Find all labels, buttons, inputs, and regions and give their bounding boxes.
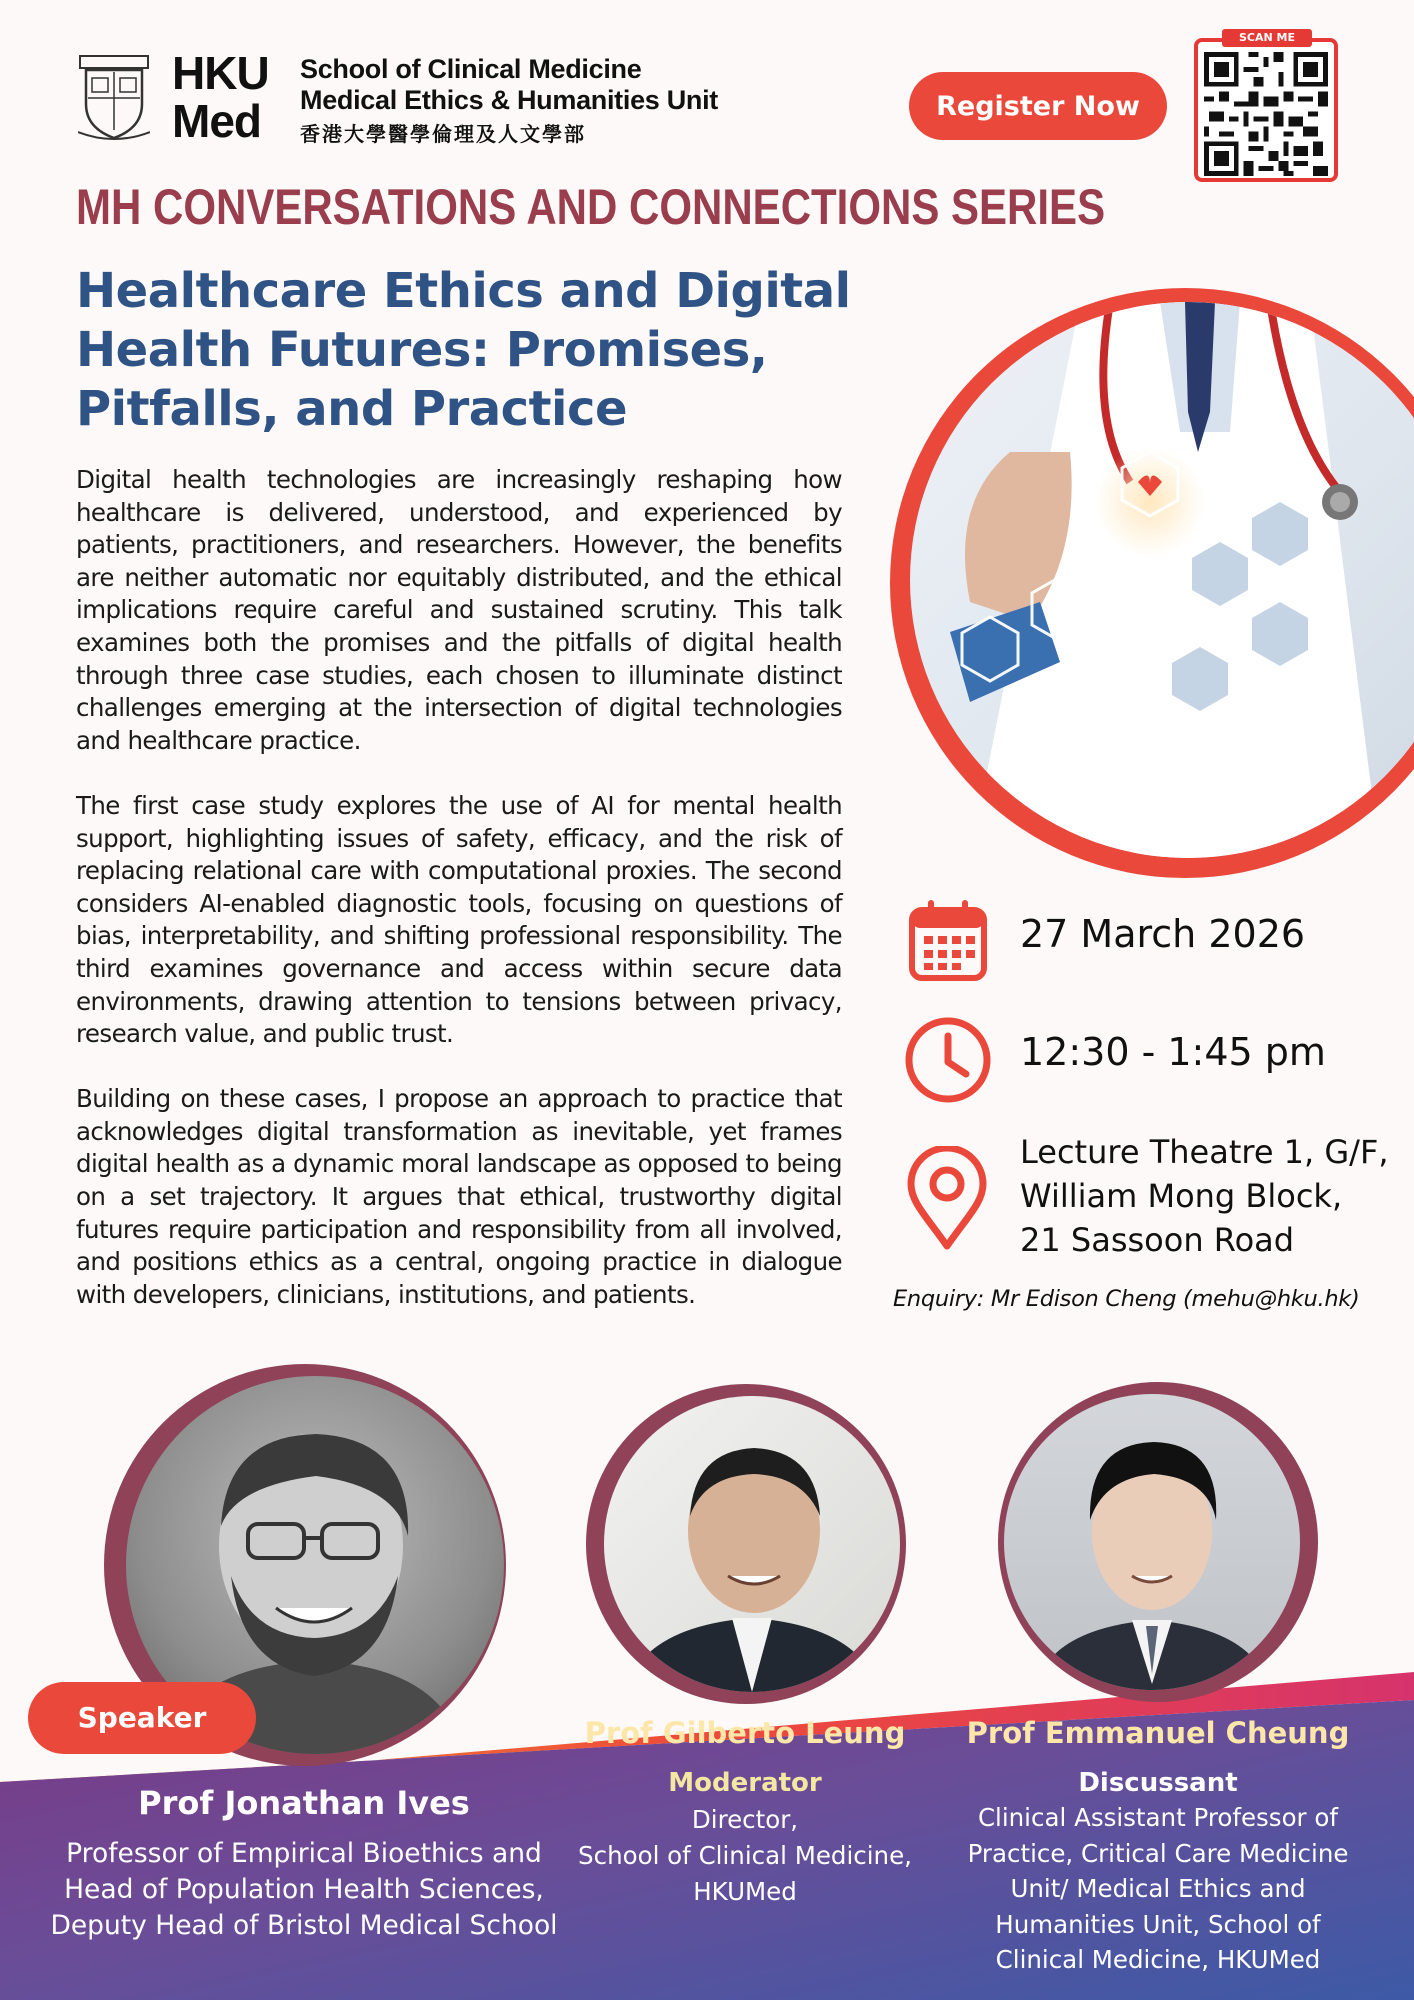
- discussant-portrait: [1004, 1394, 1300, 1690]
- description-line: Deputy Head of Bristol Medical School: [50, 1910, 558, 1941]
- event-venue: [1020, 1130, 1389, 1262]
- speaker-badge: Speaker: [28, 1682, 256, 1754]
- enquiry-label: Enquiry:: [893, 1286, 985, 1312]
- register-qr-code[interactable]: [1194, 38, 1338, 182]
- moderator-name: Prof Gilberto Leung: [584, 1716, 906, 1750]
- discussant-description: [940, 1800, 1376, 1978]
- abstract-paragraph: The first case study explores the use of AI for mental health support, highlighting issues of safety, efficacy, and the risk of replacing relational care with computational proxies. The second considers AI-enabled diagnostic tools, focusing on questions of bias, interpretability, and shifting professional responsibility. The third examines governance and access within secure data environments, drawing attention to tensions between privacy, research value, and public trust.: [76, 790, 842, 1049]
- description-line: School of Clinical Medicine,: [578, 1841, 912, 1870]
- school-name-block: [300, 54, 718, 147]
- qr-code-icon: [1204, 52, 1328, 176]
- talk-title: Healthcare Ethics and Digital Health Futures: Promises, Pitfalls, and Practice: [76, 263, 851, 437]
- school-name: School of Clinical Medicine: [300, 54, 642, 84]
- description-line: Head of Population Health Sciences,: [64, 1874, 544, 1905]
- location-pin-icon: [906, 1146, 988, 1250]
- description-line: Director,: [691, 1805, 799, 1834]
- abstract-paragraph: Digital health technologies are increasingly reshaping how healthcare is delivered, understood, and experienced by patients, practitioners, and researchers. However, the benefits are neither automatic nor equitably distributed, and the ethical implications require careful and sustained scrutiny. This talk examines both the promises and the pitfalls of digital health through three case studies, each chosen to illuminate distinct challenges emerging at the intersection of digital technologies and healthcare practice.: [76, 465, 842, 755]
- event-time: 12:30 - 1:45 pm: [1020, 1030, 1326, 1074]
- description-line: Unit/ Medical Ethics and: [1010, 1874, 1306, 1903]
- event-date: 27 March 2026: [1020, 912, 1306, 956]
- series-title: MH CONVERSATIONS AND CONNECTIONS SERIES: [76, 179, 1106, 235]
- moderator-photo-icon: [604, 1396, 900, 1692]
- speaker-description: [30, 1836, 578, 1944]
- description-line: Clinical Assistant Professor of: [977, 1803, 1339, 1832]
- logo-line-med: Med: [172, 95, 261, 147]
- scan-me-tag: SCAN ME: [1222, 29, 1312, 47]
- talk-abstract: [76, 464, 842, 1344]
- moderator-portrait: [604, 1396, 900, 1692]
- description-line: Professor of Empirical Bioethics and: [66, 1838, 542, 1869]
- description-line: Practice, Critical Care Medicine: [967, 1838, 1349, 1868]
- hku-crest-icon: [78, 54, 150, 142]
- venue-line: Lecture Theatre 1, G/F,: [1020, 1133, 1389, 1171]
- discussant-photo-icon: [1004, 1394, 1300, 1690]
- description-line: Humanities Unit, School of: [995, 1909, 1321, 1939]
- discussant-name: Prof Emmanuel Cheung: [966, 1716, 1350, 1750]
- discussant-role: Discussant: [1078, 1768, 1238, 1798]
- logo-line-hku: HKU: [172, 47, 269, 99]
- hkumed-logo: [172, 47, 269, 147]
- unit-name: Medical Ethics & Humanities Unit: [300, 85, 718, 115]
- abstract-paragraph: Building on these cases, I propose an approach to practice that acknowledges digital transformation as inevitable, yet frames digital health as a dynamic moral landscape as opposed to being on a set trajectory. It argues that ethical, trustworthy digital futures require participation and responsibility from all involved, and positions ethics as a central, ongoing practice in dialogue with developers, clinicians, institutions, and patients.: [76, 1084, 842, 1309]
- calendar-icon: [908, 900, 988, 982]
- register-now-button[interactable]: Register Now: [909, 72, 1167, 140]
- enquiry-text: Mr Edison Cheng (mehu@hku.hk): [984, 1286, 1360, 1312]
- description-line: Clinical Medicine, HKUMed: [995, 1945, 1321, 1974]
- moderator-description: [560, 1802, 930, 1910]
- clock-icon: [904, 1016, 992, 1104]
- speaker-name: Prof Jonathan Ives: [138, 1784, 470, 1822]
- venue-line: William Mong Block,: [1020, 1177, 1343, 1215]
- venue-line: 21 Sassoon Road: [1020, 1221, 1295, 1259]
- enquiry-contact: [893, 1286, 1360, 1312]
- description-line: HKUMed: [693, 1877, 797, 1906]
- moderator-role: Moderator: [668, 1768, 822, 1798]
- unit-name-chinese: 香港大學醫學倫理及人文學部: [300, 124, 586, 146]
